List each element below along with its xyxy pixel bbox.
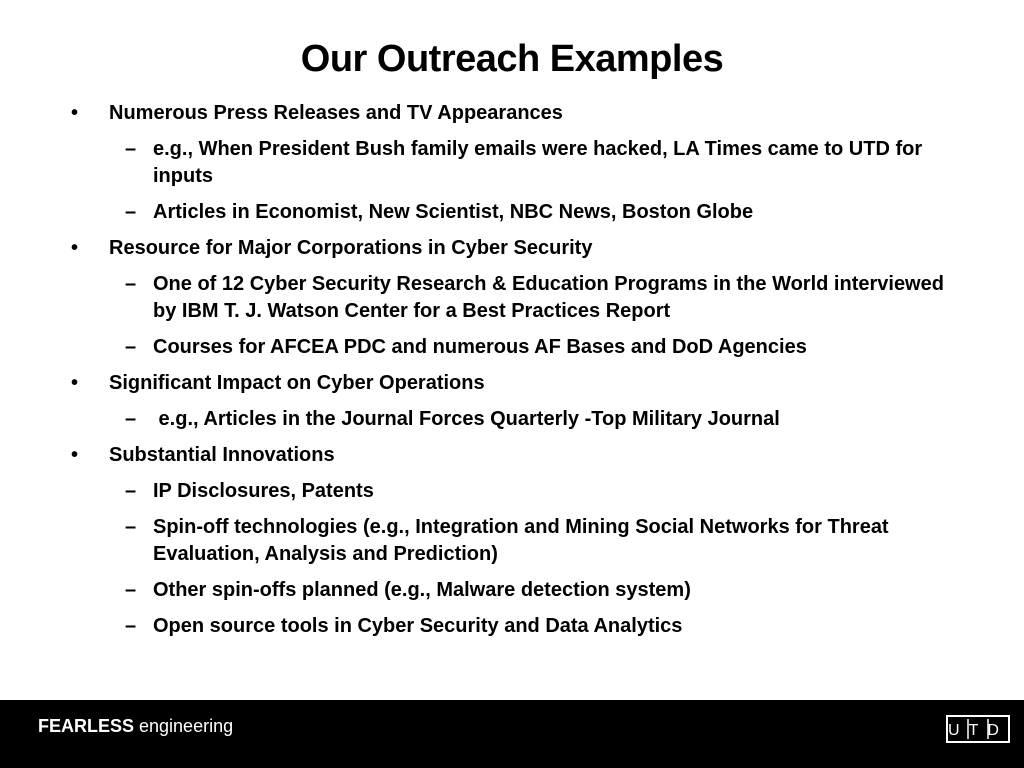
bullet-text: Significant Impact on Cyber Operations	[109, 372, 485, 394]
sub-bullet-item	[109, 199, 948, 226]
sub-bullet-item	[109, 334, 948, 361]
bullet-icon: •	[71, 237, 79, 259]
sub-bullet-text: Spin-off technologies (e.g., Integration and Mining Social Networks for Threat Evaluation, Analysis and Prediction)	[153, 516, 889, 565]
dash-icon: –	[125, 201, 137, 223]
sub-bullet-item	[109, 271, 948, 325]
dash-icon: –	[125, 138, 137, 160]
sub-bullet-text: Other spin-offs planned (e.g., Malware detection system)	[153, 579, 691, 601]
dash-icon: –	[125, 579, 137, 601]
bullet-icon: •	[71, 444, 79, 466]
bullet-icon: •	[71, 372, 79, 394]
sub-bullet-item	[109, 478, 948, 505]
dash-icon: –	[125, 480, 137, 502]
sub-bullet-text: e.g., When President Bush family emails were hacked, LA Times came to UTD for inputs	[153, 138, 923, 187]
bullet-text: Resource for Major Corporations in Cyber Security	[109, 237, 593, 259]
sub-bullet-item	[109, 577, 948, 604]
bullet-item	[68, 370, 948, 396]
sub-bullet-text: Open source tools in Cyber Security and Data Analytics	[153, 615, 683, 637]
dash-icon: –	[125, 615, 137, 637]
utd-logo-icon	[946, 715, 1010, 743]
sub-bullet-text: Courses for AFCEA PDC and numerous AF Bases and DoD Agencies	[153, 336, 807, 358]
dash-icon: –	[125, 408, 137, 430]
slide-content	[68, 100, 948, 649]
bullet-icon: •	[71, 102, 79, 124]
sub-bullet-text: Articles in Economist, New Scientist, NBC News, Boston Globe	[153, 201, 754, 223]
bullet-text: Substantial Innovations	[109, 444, 335, 466]
sub-bullet-item	[109, 514, 948, 568]
logo-text: UTD	[948, 722, 1008, 739]
sub-bullet-item	[109, 613, 948, 640]
bullet-item	[68, 235, 948, 261]
sub-bullet-item	[109, 136, 948, 190]
bullet-text: Numerous Press Releases and TV Appearances	[109, 102, 563, 124]
bullet-item	[68, 442, 948, 468]
dash-icon: –	[125, 516, 137, 538]
bullet-item	[68, 100, 948, 126]
sub-bullet-text: One of 12 Cyber Security Research & Education Programs in the World interviewed by IBM T. J. Watson Center for a Best Practices Report	[153, 273, 944, 322]
brand-bold: FEARLESS	[38, 716, 135, 736]
sub-bullet-text: IP Disclosures, Patents	[153, 480, 374, 502]
dash-icon: –	[125, 336, 137, 358]
footer-bar	[0, 700, 1024, 768]
brand-rest: engineering	[134, 716, 234, 736]
brand-tagline	[38, 716, 233, 737]
dash-icon: –	[125, 273, 137, 295]
sub-bullet-item	[109, 406, 948, 433]
sub-bullet-text: e.g., Articles in the Journal Forces Quarterly -Top Military Journal	[153, 408, 780, 430]
slide-title: Our Outreach Examples	[300, 38, 724, 80]
